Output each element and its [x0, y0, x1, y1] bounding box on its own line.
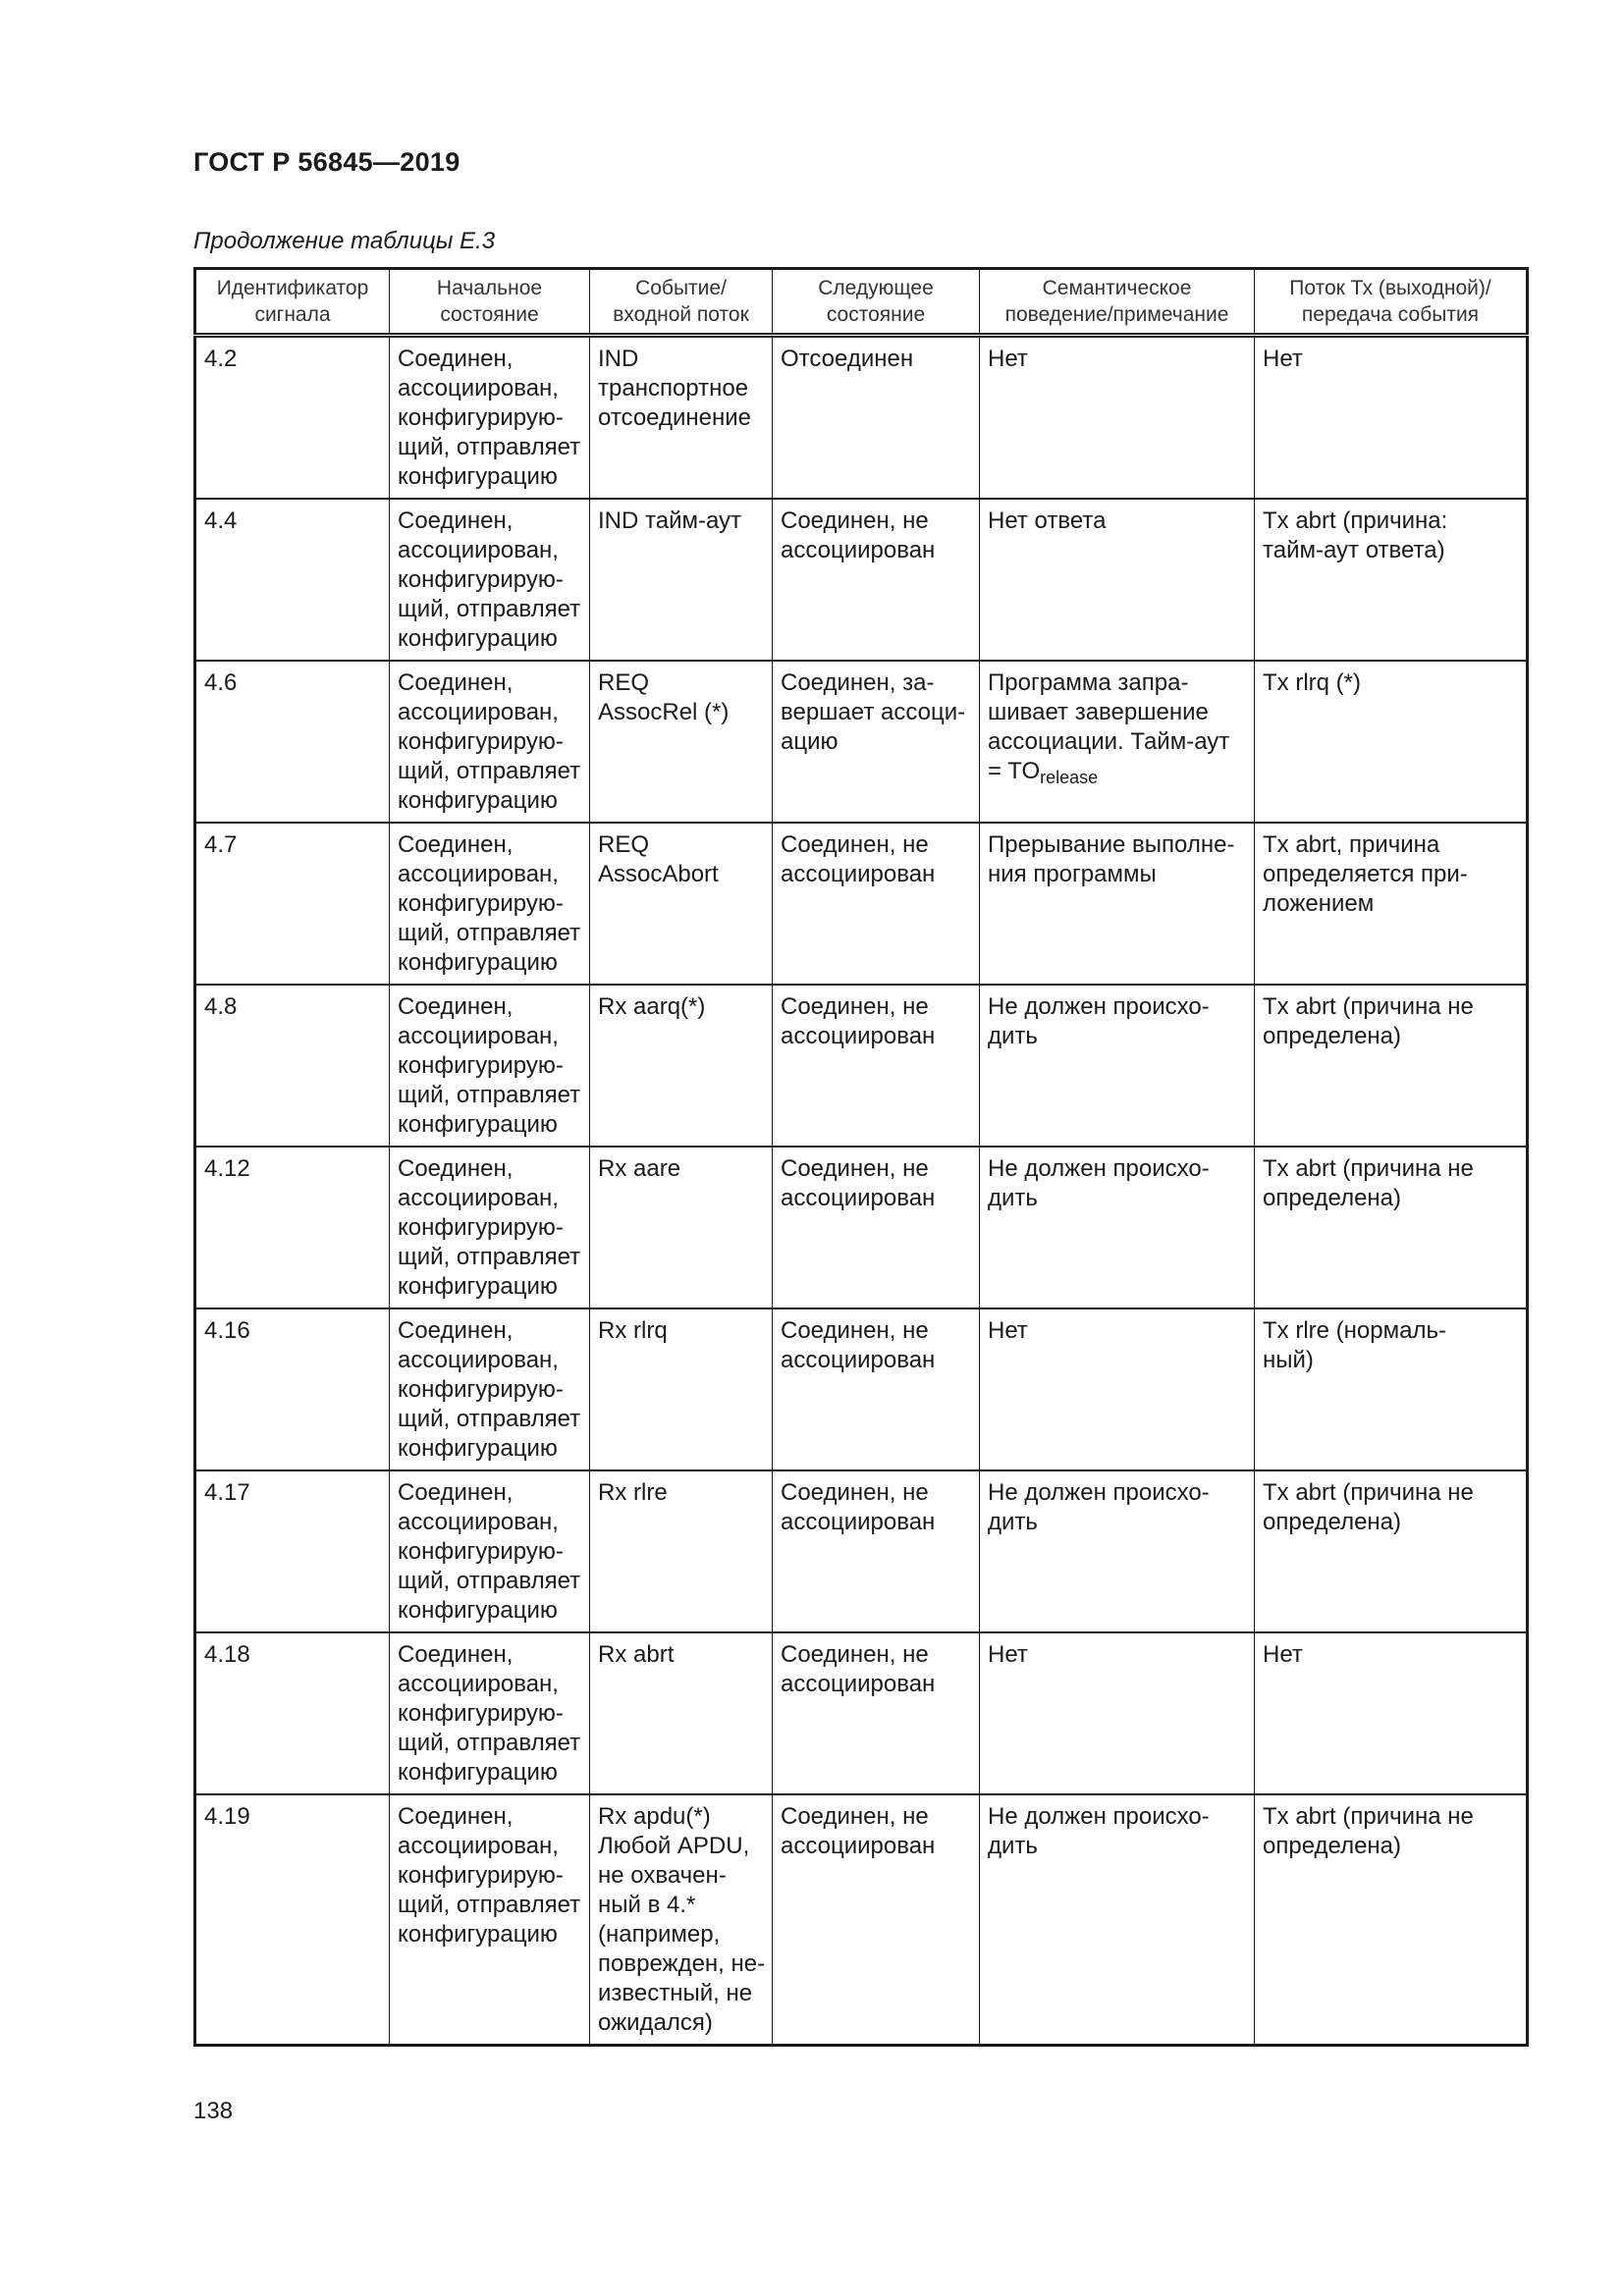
cell-line: Rx abrt [598, 1641, 675, 1668]
cell-line: конфигурацию [398, 1111, 558, 1138]
cell-event [590, 336, 773, 500]
cell-line: Rx rlrq [598, 1317, 668, 1344]
cell-line-timeout [988, 757, 1247, 786]
cell-initial-state [390, 1308, 590, 1470]
cell-line: определена) [1263, 1023, 1402, 1049]
cell-line: определена) [1263, 1185, 1402, 1211]
cell-line: Отсоединен [781, 346, 914, 372]
cell-line: ассоциирован, [398, 1671, 559, 1697]
cell-line: дить [988, 1509, 1038, 1535]
cell-line: Rx aarq(*) [598, 993, 706, 1020]
table-row [195, 661, 1528, 823]
cell-line: ассоциирован, [398, 699, 559, 725]
cell-line: AssocRel (*) [598, 699, 730, 725]
cell-signal-id: 4.16 [195, 1308, 390, 1470]
cell-semantic [980, 1147, 1255, 1308]
cell-line: IND тайм-аут [598, 507, 742, 534]
cell-line: конфигурирую- [398, 1538, 564, 1565]
cell-line: ния программы [988, 861, 1157, 887]
table-row [195, 1470, 1528, 1632]
cell-line: щий, отправляет [398, 1730, 581, 1756]
cell-line: конфигурацию [398, 787, 558, 814]
cell-signal-id: 4.19 [195, 1794, 390, 2046]
cell-line: ассоциирован [781, 861, 936, 887]
table-row [195, 823, 1528, 985]
cell-line: дить [988, 1833, 1038, 1859]
cell-line: ассоциирован, [398, 861, 559, 887]
header-line: Событие/ [635, 277, 727, 299]
cell-event [590, 499, 773, 661]
cell-line: Соединен, [398, 831, 514, 858]
cell-line: ассоциирован [781, 1023, 936, 1049]
cell-line: щий, отправляет [398, 434, 581, 460]
cell-line: конфигурацию [398, 1921, 558, 1948]
cell-line: Нет [1263, 1641, 1303, 1668]
cell-line: Tx abrt (причина не [1263, 1803, 1474, 1830]
cell-line: тайм-аут ответа) [1263, 537, 1445, 563]
cell-line: ассоциирован, [398, 1023, 559, 1049]
cell-line: ассоциирован [781, 1671, 936, 1697]
header-line: состояние [826, 303, 926, 326]
column-header-initial-state [390, 269, 590, 336]
cell-tx [1255, 1632, 1528, 1794]
cell-line: известный, не [598, 1980, 753, 2006]
table-row [195, 1308, 1528, 1470]
cell-line: Tx abrt (причина: [1263, 507, 1448, 534]
cell-line: Нет [988, 1317, 1028, 1344]
cell-next-state [773, 1308, 980, 1470]
cell-next-state [773, 661, 980, 823]
cell-tx [1255, 1470, 1528, 1632]
cell-line: конфигурирую- [398, 1862, 564, 1889]
cell-line: ассоциирован, [398, 1509, 559, 1535]
cell-tx [1255, 823, 1528, 985]
page-number: 138 [193, 2098, 234, 2124]
cell-line: Программа запра- [988, 669, 1189, 696]
cell-line: Соединен, не [781, 1641, 929, 1668]
cell-line: Любой APDU, [598, 1833, 750, 1859]
cell-initial-state [390, 823, 590, 985]
cell-line: ассоциирован [781, 1509, 936, 1535]
cell-signal-id: 4.7 [195, 823, 390, 985]
header-row [195, 269, 1528, 336]
document-title: ГОСТ Р 56845—2019 [193, 147, 460, 177]
cell-semantic [980, 661, 1255, 823]
cell-line: поврежден, не- [598, 1950, 766, 1977]
cell-line: конфигурирую- [398, 1700, 564, 1727]
header-line: входной поток [613, 303, 749, 326]
cell-line: ассоциирован [781, 1833, 936, 1859]
cell-line: щий, отправляет [398, 1406, 581, 1432]
cell-line: ассоциирован, [398, 1833, 559, 1859]
cell-next-state [773, 1147, 980, 1308]
cell-line: конфигурацию [398, 1273, 558, 1300]
table-header [195, 269, 1528, 336]
cell-event [590, 1632, 773, 1794]
cell-line: REQ [598, 831, 650, 858]
cell-signal-id: 4.12 [195, 1147, 390, 1308]
cell-next-state [773, 336, 980, 500]
cell-line: шивает завершение [988, 699, 1209, 725]
cell-event [590, 823, 773, 985]
cell-line: Rx aare [598, 1155, 681, 1182]
table-row [195, 1632, 1528, 1794]
cell-line: ный) [1263, 1347, 1314, 1373]
cell-line: ассоциации. Тайм-аут [988, 728, 1230, 755]
cell-line: Соединен, не [781, 1803, 929, 1830]
cell-semantic [980, 499, 1255, 661]
cell-initial-state [390, 336, 590, 500]
cell-line: щий, отправляет [398, 1082, 581, 1108]
cell-semantic [980, 823, 1255, 985]
cell-line: Не должен происхо- [988, 993, 1210, 1020]
cell-semantic [980, 336, 1255, 500]
cell-line: определена) [1263, 1509, 1402, 1535]
cell-line: ассоциирован [781, 1185, 936, 1211]
cell-line: ожидался) [598, 2009, 713, 2036]
header-line: поведение/примечание [1004, 303, 1229, 326]
cell-line: Не должен происхо- [988, 1155, 1210, 1182]
cell-line: Соединен, [398, 1479, 514, 1506]
cell-event [590, 661, 773, 823]
header-line: передача события [1301, 303, 1480, 326]
cell-line: Соединен, не [781, 831, 929, 858]
header-line: сигнала [254, 303, 331, 326]
cell-tx [1255, 661, 1528, 823]
timeout-prefix: = TO [988, 758, 1041, 784]
cell-line: ассоциирован, [398, 537, 559, 563]
cell-line: дить [988, 1185, 1038, 1211]
cell-signal-id: 4.17 [195, 1470, 390, 1632]
cell-line: Не должен происхо- [988, 1803, 1210, 1830]
table-caption: Продолжение таблицы Е.3 [193, 228, 496, 254]
cell-line: Соединен, [398, 669, 514, 696]
cell-line: ложением [1263, 890, 1375, 917]
cell-line: конфигурацию [398, 949, 558, 976]
cell-line: Соединен, [398, 1803, 514, 1830]
cell-line: щий, отправляет [398, 920, 581, 946]
cell-signal-id: 4.8 [195, 985, 390, 1147]
cell-line: щий, отправляет [398, 596, 581, 622]
cell-event [590, 1794, 773, 2046]
cell-line: конфигурирую- [398, 890, 564, 917]
cell-initial-state [390, 661, 590, 823]
cell-signal-id: 4.18 [195, 1632, 390, 1794]
cell-line: Rx rlre [598, 1479, 668, 1506]
table-row [195, 1147, 1528, 1308]
cell-line: Соединен, [398, 507, 514, 534]
cell-tx [1255, 1308, 1528, 1470]
cell-line: Соединен, не [781, 1317, 929, 1344]
cell-event [590, 1308, 773, 1470]
cell-semantic [980, 1470, 1255, 1632]
cell-line: отсоединение [598, 404, 751, 431]
cell-event [590, 1147, 773, 1308]
cell-initial-state [390, 1470, 590, 1632]
cell-semantic [980, 1794, 1255, 2046]
cell-tx [1255, 336, 1528, 500]
cell-event [590, 985, 773, 1147]
cell-line: Tx abrt (причина не [1263, 1479, 1474, 1506]
cell-initial-state [390, 1794, 590, 2046]
cell-initial-state [390, 1632, 590, 1794]
cell-line: определена) [1263, 1833, 1402, 1859]
cell-line: конфигурацию [398, 1597, 558, 1624]
table-body [195, 336, 1528, 2046]
table-row [195, 985, 1528, 1147]
header-line: Следующее [818, 277, 934, 299]
cell-next-state [773, 1794, 980, 2046]
cell-signal-id: 4.4 [195, 499, 390, 661]
cell-initial-state [390, 1147, 590, 1308]
cell-tx [1255, 1147, 1528, 1308]
cell-line: Соединен, [398, 1641, 514, 1668]
cell-line: дить [988, 1023, 1038, 1049]
cell-next-state [773, 985, 980, 1147]
cell-line: конфигурацию [398, 1435, 558, 1462]
cell-line: Не должен происхо- [988, 1479, 1210, 1506]
table-row [195, 336, 1528, 500]
cell-initial-state [390, 499, 590, 661]
header-line: Начальное [436, 277, 543, 299]
cell-line: конфигурирую- [398, 1376, 564, 1403]
cell-line: щий, отправляет [398, 1568, 581, 1594]
column-header-next-state [773, 269, 980, 336]
cell-line: вершает ассоци- [781, 699, 966, 725]
cell-line: конфигурацию [398, 463, 558, 490]
cell-line: ный в 4.* [598, 1892, 696, 1918]
timeout-subscript: release [1040, 768, 1099, 787]
cell-line: Соединен, [398, 1155, 514, 1182]
cell-line: Соединен, [398, 1317, 514, 1344]
cell-line: Соединен, не [781, 1155, 929, 1182]
cell-tx [1255, 985, 1528, 1147]
cell-next-state [773, 1632, 980, 1794]
cell-line: REQ [598, 669, 650, 696]
cell-line: определяется при- [1263, 861, 1468, 887]
cell-line: конфигурирую- [398, 1214, 564, 1241]
cell-line: ассоциирован, [398, 1347, 559, 1373]
cell-line: (например, [598, 1921, 721, 1948]
cell-line: Соединен, не [781, 993, 929, 1020]
cell-line: ацию [781, 728, 839, 755]
cell-line: ассоциирован, [398, 1185, 559, 1211]
cell-line: Tx rlrq (*) [1263, 669, 1361, 696]
cell-line: Tx abrt, причина [1263, 831, 1440, 858]
cell-next-state [773, 499, 980, 661]
cell-line: конфигурацию [398, 1759, 558, 1786]
cell-line: ассоциирован [781, 537, 936, 563]
cell-line: Tx rlre (нормаль- [1263, 1317, 1446, 1344]
header-line: Семантическое [1042, 277, 1192, 299]
cell-line: конфигурирую- [398, 1052, 564, 1079]
cell-line: щий, отправляет [398, 758, 581, 784]
cell-line: IND [598, 346, 639, 372]
cell-line: Нет [988, 346, 1028, 372]
cell-tx [1255, 499, 1528, 661]
cell-line: AssocAbort [598, 861, 719, 887]
cell-line: ассоциирован [781, 1347, 936, 1373]
header-line: состояние [440, 303, 539, 326]
cell-line: Соединен, не [781, 507, 929, 534]
column-header-tx [1255, 269, 1528, 336]
cell-line: транспортное [598, 375, 749, 401]
cell-semantic [980, 1632, 1255, 1794]
cell-line: Прерывание выполне- [988, 831, 1235, 858]
cell-line: Tx abrt (причина не [1263, 993, 1474, 1020]
cell-line: ассоциирован, [398, 375, 559, 401]
cell-line: Соединен, не [781, 1479, 929, 1506]
cell-semantic [980, 1308, 1255, 1470]
cell-line: конфигурирую- [398, 404, 564, 431]
cell-event [590, 1470, 773, 1632]
cell-line: Соединен, [398, 993, 514, 1020]
cell-semantic [980, 985, 1255, 1147]
table-row [195, 499, 1528, 661]
cell-line: Нет [1263, 346, 1303, 372]
cell-line: щий, отправляет [398, 1892, 581, 1918]
cell-line: не охвачен- [598, 1862, 727, 1889]
cell-initial-state [390, 985, 590, 1147]
cell-tx [1255, 1794, 1528, 2046]
cell-next-state [773, 823, 980, 985]
cell-line: Tx abrt (причина не [1263, 1155, 1474, 1182]
cell-line: конфигурирую- [398, 566, 564, 593]
cell-signal-id: 4.6 [195, 661, 390, 823]
column-header-event [590, 269, 773, 336]
cell-line: конфигурирую- [398, 728, 564, 755]
cell-line: щий, отправляет [398, 1244, 581, 1270]
cell-next-state [773, 1470, 980, 1632]
table-row [195, 1794, 1528, 2046]
column-header-semantic [980, 269, 1255, 336]
cell-line: Соединен, за- [781, 669, 935, 696]
cell-line: конфигурацию [398, 625, 558, 652]
cell-line: Соединен, [398, 346, 514, 372]
header-line: Идентификатор [216, 277, 369, 299]
cell-line: Rx apdu(*) [598, 1803, 711, 1830]
cell-line: Нет [988, 1641, 1028, 1668]
header-line: Поток Тх (выходной)/ [1289, 277, 1491, 299]
column-header-signal-id [195, 269, 390, 336]
cell-line: Нет ответа [988, 507, 1107, 534]
cell-signal-id: 4.2 [195, 336, 390, 500]
state-transition-table [193, 267, 1529, 2047]
